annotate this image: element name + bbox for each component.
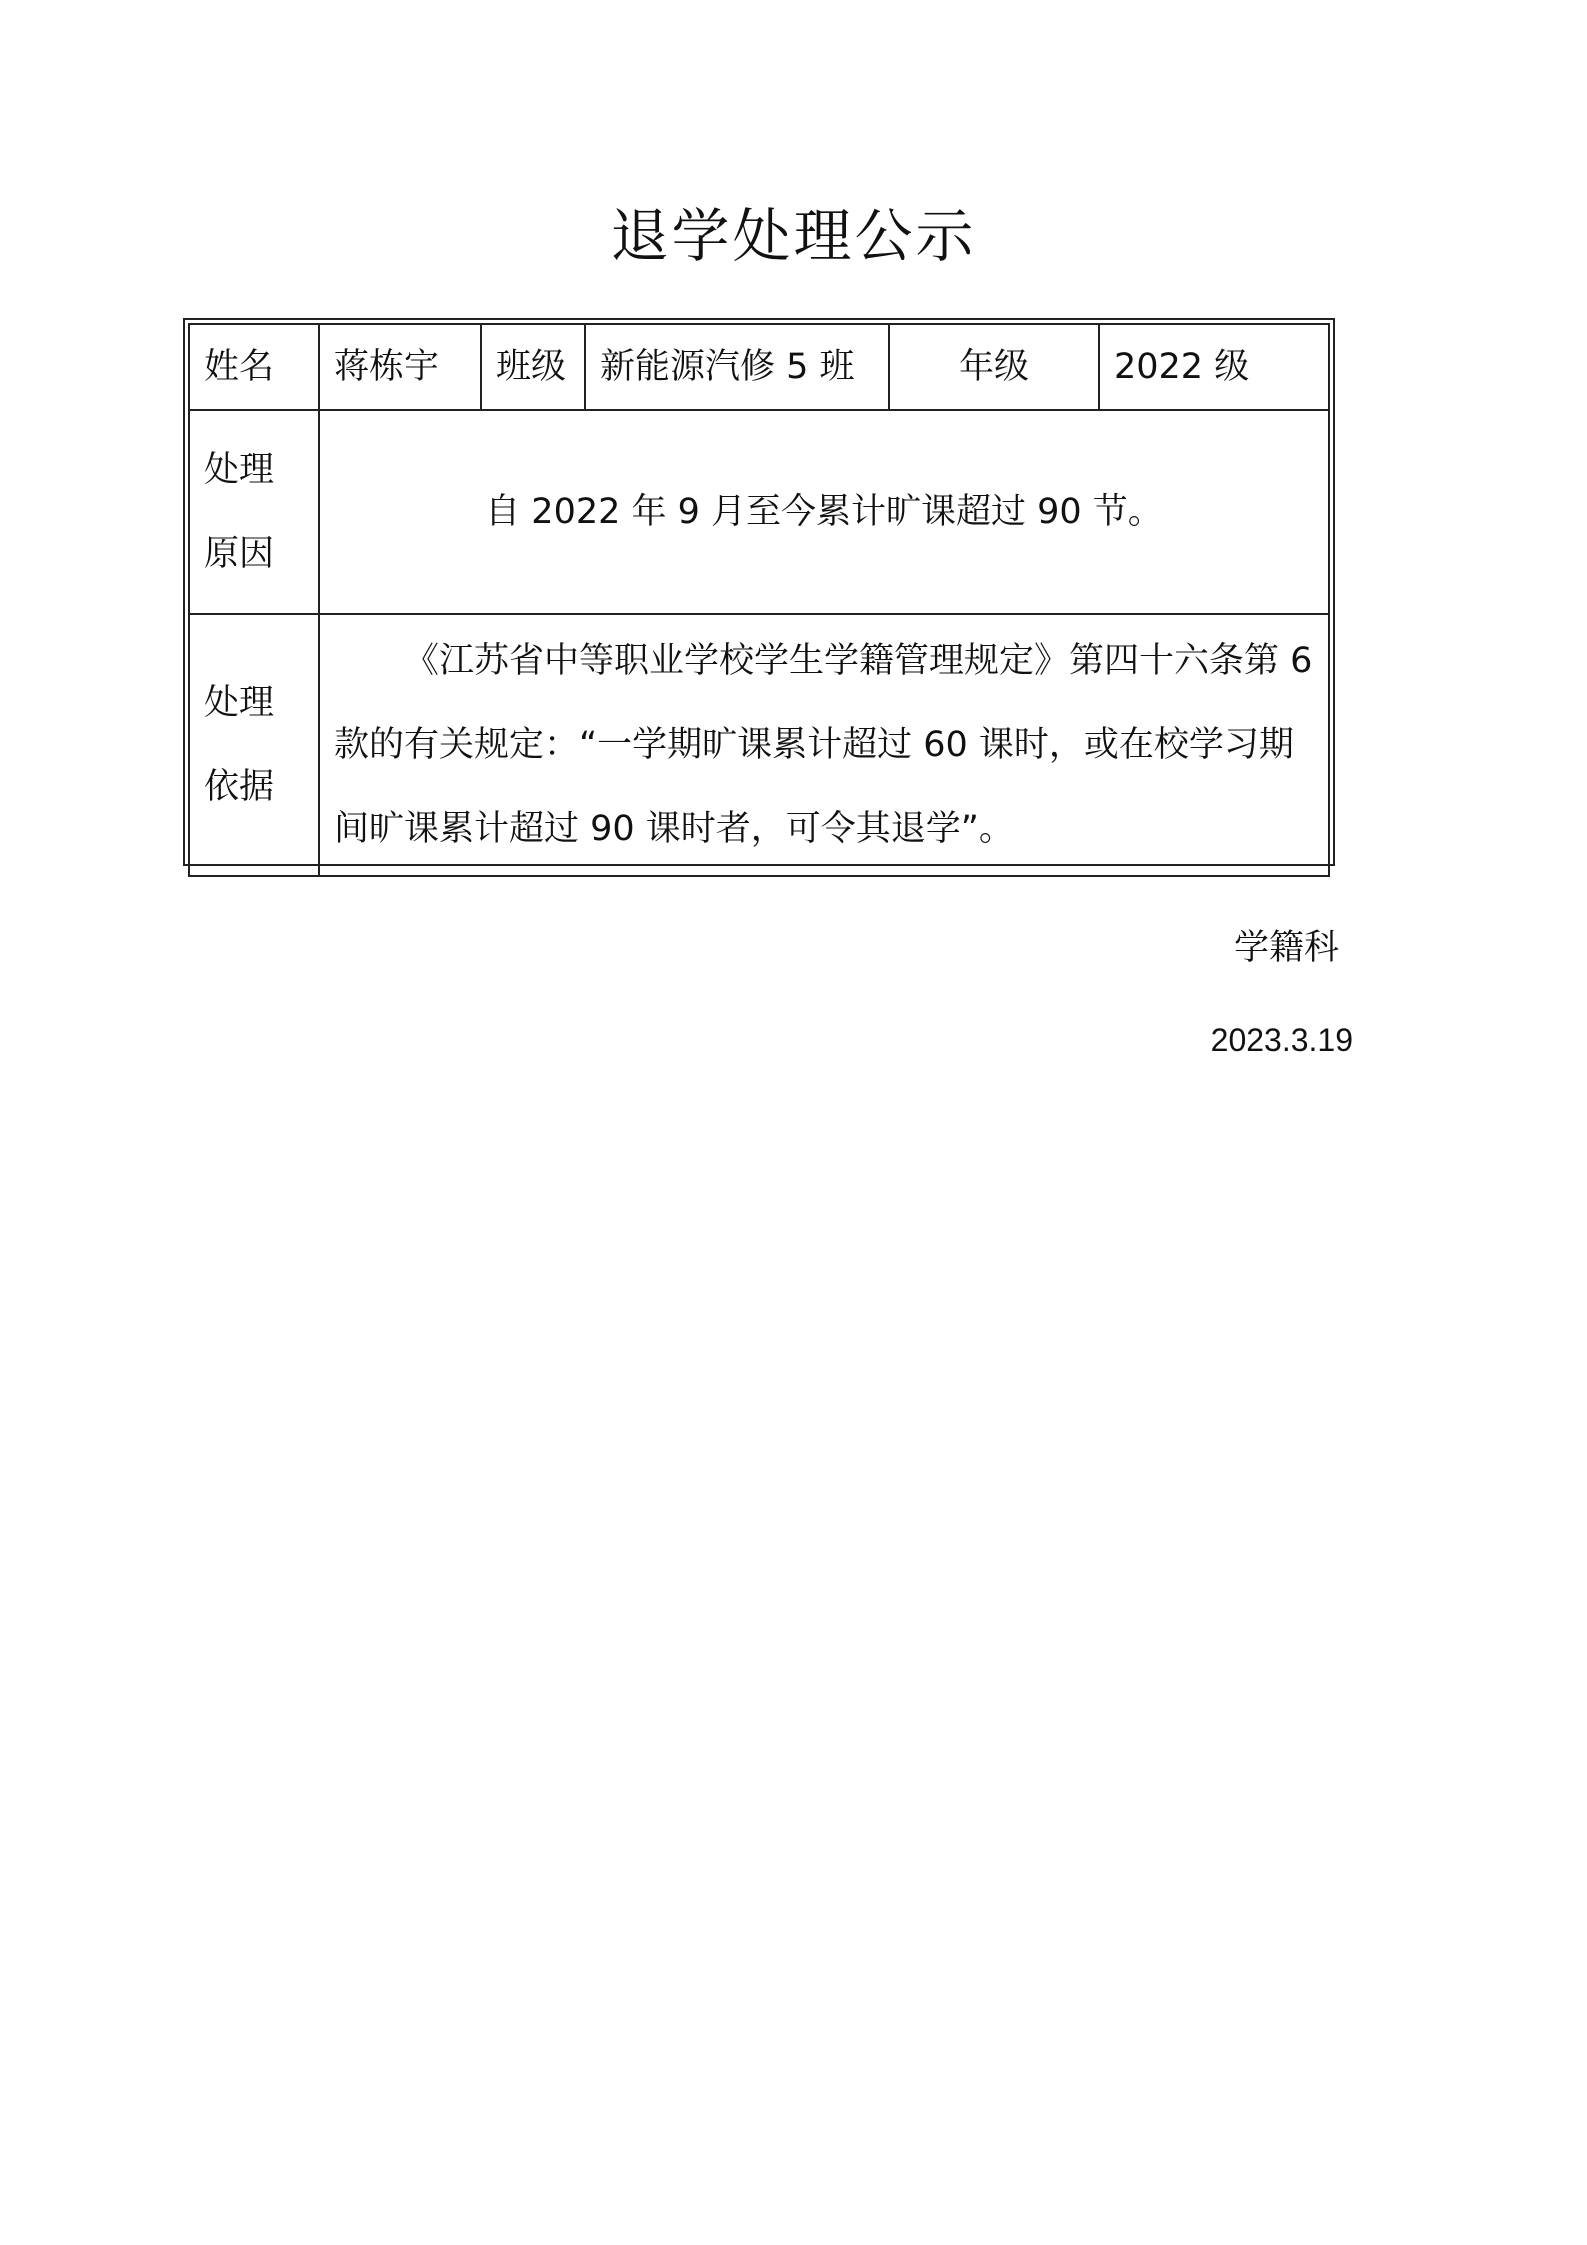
grade-value: 2022 级 bbox=[1099, 324, 1329, 410]
basis-label-line1: 处理 bbox=[204, 683, 275, 723]
basis-row bbox=[189, 614, 1329, 876]
class-value: 新能源汽修 5 班 bbox=[585, 324, 889, 410]
signoff-department: 学籍科 bbox=[1233, 928, 1339, 968]
name-label: 姓名 bbox=[189, 324, 319, 410]
notice-table-frame bbox=[183, 318, 1335, 866]
basis-label-line2: 依据 bbox=[204, 767, 275, 807]
class-label: 班级 bbox=[481, 324, 585, 410]
basis-text: 《江苏省中等职业学校学生学籍管理规定》第四十六条第 6 款的有关规定：“一学期旷课累计超过 60 课时，或在校学习期间旷课累计超过 90 课时者，可令其退学”。 bbox=[319, 614, 1329, 876]
reason-text: 自 2022 年 9 月至今累计旷课超过 90 节。 bbox=[319, 410, 1329, 614]
name-value: 蒋栋宇 bbox=[319, 324, 481, 410]
reason-label-line1: 处理 bbox=[204, 450, 275, 490]
student-info-row bbox=[189, 324, 1329, 410]
page-title: 退学处理公示 bbox=[610, 202, 977, 270]
reason-label bbox=[189, 410, 319, 614]
notice-table bbox=[188, 323, 1330, 877]
basis-label bbox=[189, 614, 319, 876]
reason-row bbox=[189, 410, 1329, 614]
grade-label: 年级 bbox=[889, 324, 1099, 410]
reason-label-line2: 原因 bbox=[204, 534, 275, 574]
signoff-date: 2023.3.19 bbox=[1210, 1022, 1353, 1058]
